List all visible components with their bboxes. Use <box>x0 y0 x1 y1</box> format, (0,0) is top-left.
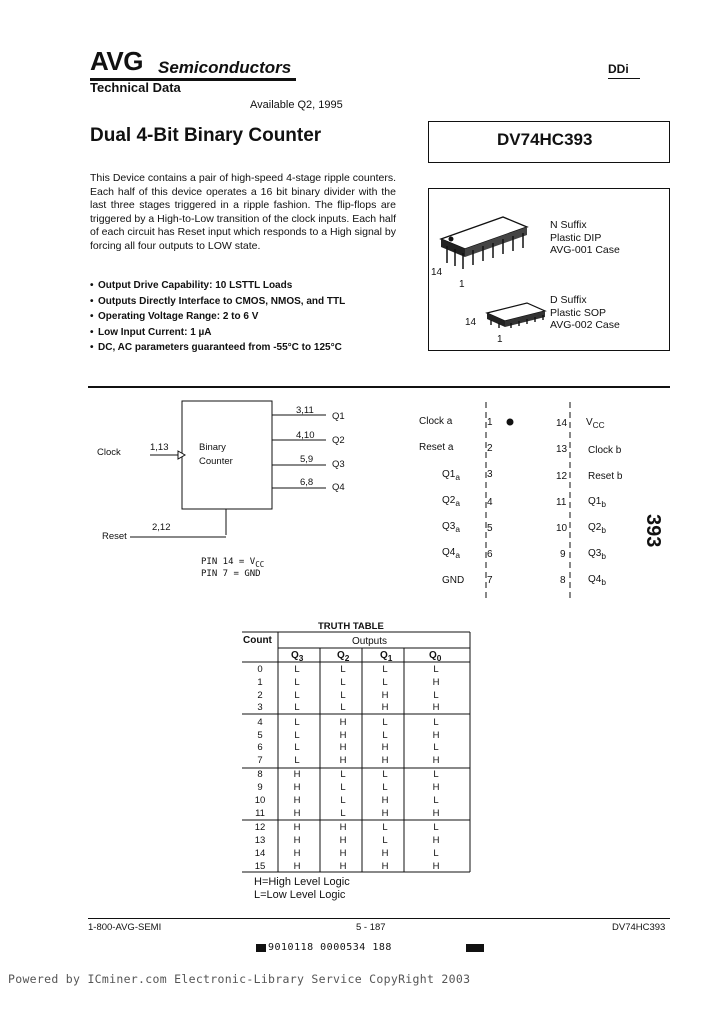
section-divider <box>88 386 670 388</box>
count-cell: 15 <box>254 860 266 872</box>
truth-table-cell: H <box>381 847 389 859</box>
clock-pins: 1,13 <box>150 442 169 453</box>
package-box <box>428 188 670 351</box>
truth-table-cell: L <box>433 847 439 859</box>
truth-table-cell: L <box>340 676 346 688</box>
truth-table-cell: L <box>433 664 439 675</box>
count-cell: 2 <box>257 689 263 701</box>
reset-label: Reset <box>102 531 127 542</box>
truth-table-cell: H <box>432 755 440 767</box>
feature-item: • Operating Voltage Range: 2 to 6 V <box>90 309 345 325</box>
truth-table-cell: L <box>433 822 439 834</box>
truth-table-cell: L <box>382 729 388 741</box>
pin-num-2: 2 <box>487 443 493 454</box>
truth-table-cell: L <box>382 769 388 781</box>
pin-num-12: 12 <box>556 471 568 482</box>
truth-table-cell: H <box>339 742 347 754</box>
dip-pin-1: 1 <box>459 279 465 290</box>
feature-item: • Output Drive Capability: 10 LSTTL Loads <box>90 278 345 294</box>
truth-table-cell: H <box>339 729 347 741</box>
description: This Device contains a pair of high-speed 4-stage ripple counters. Each half of this device operates a 16 bit binary divider with the last three stages triggered in a ripple fashion. The flip-flops are triggered by a High-to-Low transition of the clock inputs. Each half of each circuit has Reset input which responds to a High signal by forcing all four outputs to LOW state. <box>90 172 396 252</box>
truth-table-cell: H <box>432 807 440 819</box>
truth-table-cell: H <box>293 834 301 846</box>
q4-pins: 6,8 <box>300 477 314 488</box>
truth-table-cell: H <box>339 860 347 872</box>
q3-pins: 5,9 <box>300 454 314 465</box>
truth-table-cell: H <box>293 822 301 834</box>
truth-table-cell: L <box>294 664 300 675</box>
truth-table-cell: H <box>339 822 347 834</box>
count-cell: 10 <box>254 795 266 806</box>
counter-block-label-2: Counter <box>199 456 233 467</box>
truth-table-cell: L <box>340 769 346 781</box>
truth-table-cell: H <box>381 807 389 819</box>
truth-table-cell: H <box>381 689 389 701</box>
doc-type: Technical Data <box>90 80 181 95</box>
barcode-mark-right <box>466 944 484 952</box>
q1-pins: 3,11 <box>296 405 314 416</box>
count-cell: 11 <box>255 807 265 819</box>
dip-package-icon <box>437 203 537 283</box>
pin-num-8: 8 <box>560 575 566 586</box>
count-cell: 12 <box>254 822 266 834</box>
col-q1-header: $Q_1$ <box>380 650 393 663</box>
truth-table-cell: H <box>381 795 389 806</box>
col-q3-header: $Q_3$ <box>291 650 304 663</box>
pin-label-9: $Q3_b$ <box>588 548 606 561</box>
feature-item: • Low Input Current: 1 µA <box>90 325 345 341</box>
pin-label-14: $V_{CC}$ <box>586 417 605 430</box>
footer-part: DV74HC393 <box>612 922 666 933</box>
truth-table-cell: H <box>293 847 301 859</box>
truth-table-cell: H <box>432 834 440 846</box>
watermark: Powered by ICminer.com Electronic-Library Service CopyRight 2003 <box>8 972 471 986</box>
pin-note-gnd: PIN 7 = GND <box>201 569 261 579</box>
count-cell: 1 <box>257 676 263 688</box>
pin-num-5: 5 <box>487 523 493 534</box>
truth-table-cell: L <box>433 742 439 754</box>
truth-table-cell: L <box>382 676 388 688</box>
sop-package-icon <box>483 301 553 333</box>
truth-table-cell: L <box>294 716 300 728</box>
truth-table-cell: L <box>382 716 388 728</box>
outputs-header: Outputs <box>352 636 388 647</box>
truth-table-cell: H <box>293 795 301 806</box>
pin-label-13: Clock b <box>588 445 622 456</box>
pin-num-9: 9 <box>560 549 566 560</box>
truth-table-cell: L <box>294 689 300 701</box>
part-number: DV74HC393 <box>497 130 593 149</box>
part-number-box <box>428 121 670 163</box>
brand-name: Semiconductors <box>158 58 292 77</box>
truth-table-cell: H <box>339 716 347 728</box>
col-q0-header: $Q_0$ <box>429 650 442 663</box>
truth-table-cell: L <box>433 689 439 701</box>
pin-num-1: 1 <box>487 417 493 428</box>
count-header: Count <box>243 635 272 646</box>
truth-table-cell: H <box>432 782 440 794</box>
truth-table-cell: H <box>293 769 301 781</box>
pin-num-11: 11 <box>556 497 567 508</box>
reset-pins: 2,12 <box>152 522 171 533</box>
truth-table-cell: L <box>294 676 300 688</box>
pin-label-7: GND <box>442 575 465 586</box>
truth-table-cell: H <box>432 729 440 741</box>
pin-label-8: $Q4_b$ <box>588 574 606 587</box>
truth-table-cell: L <box>294 755 300 767</box>
pin-label-2: Reset a <box>419 442 454 453</box>
truth-table-cell: H <box>432 676 440 688</box>
legend-low: L=Low Level Logic <box>254 889 346 901</box>
ddi-logo: DDi <box>608 62 629 76</box>
truth-table-cell: H <box>381 742 389 754</box>
q2-label: Q2 <box>332 435 345 446</box>
sop-pin-14: 14 <box>465 317 477 328</box>
counter-block-label-1: Binary <box>199 442 226 453</box>
pin-num-6: 6 <box>487 549 493 560</box>
truth-table-cell: L <box>294 702 300 714</box>
count-cell: 8 <box>257 769 263 781</box>
count-cell: 9 <box>257 782 263 794</box>
truth-table-cell: L <box>294 729 300 741</box>
truth-table-cell: H <box>381 702 389 714</box>
page-tab: 393 <box>642 514 664 548</box>
truth-table-cell: H <box>293 782 301 794</box>
pin-label-12: Reset b <box>588 471 623 482</box>
truth-table-cell: L <box>382 782 388 794</box>
q2-pins: 4,10 <box>296 430 315 441</box>
count-cell: 14 <box>254 847 266 859</box>
logic-diagram <box>90 395 360 555</box>
dip-pin-14: 14 <box>431 267 443 278</box>
sop-pin-1: 1 <box>497 334 503 345</box>
feature-list <box>90 278 345 356</box>
truth-table-cell: H <box>432 702 440 714</box>
truth-table-cell: L <box>433 795 439 806</box>
feature-item: • DC, AC parameters guaranteed from -55°C to 125°C <box>90 340 345 356</box>
pin-label-6: $Q4_a$ <box>442 547 460 560</box>
footer-rule <box>88 918 670 919</box>
pin-label-11: $Q1_b$ <box>588 496 606 509</box>
ddi-underline <box>608 78 640 79</box>
pin-label-1: Clock a <box>419 416 453 427</box>
pin-num-4: 4 <box>487 497 493 508</box>
pin-num-10: 10 <box>556 523 568 534</box>
clock-label: Clock <box>97 447 121 458</box>
q1-label: Q1 <box>332 411 345 422</box>
barcode-mark-left <box>256 944 266 952</box>
truth-table-cell: L <box>294 742 300 754</box>
truth-table-cell: H <box>381 860 389 872</box>
brand-logo: AVG <box>90 46 143 76</box>
truth-table-cell: L <box>340 689 346 701</box>
truth-table-cell: L <box>340 782 346 794</box>
truth-table-cell: L <box>340 702 346 714</box>
pin-num-14: 14 <box>556 418 568 429</box>
truth-table-cell: H <box>339 834 347 846</box>
count-cell: 7 <box>257 755 263 767</box>
truth-table-cell: H <box>293 807 301 819</box>
truth-table-cell: H <box>339 755 347 767</box>
pin-label-3: $Q1_a$ <box>442 469 460 482</box>
pin-label-5: $Q3_a$ <box>442 521 460 534</box>
truth-table-cell: H <box>381 755 389 767</box>
feature-item: • Outputs Directly Interface to CMOS, NMOS, and TTL <box>90 294 345 310</box>
count-cell: 0 <box>257 664 263 675</box>
truth-table-cell: L <box>433 769 439 781</box>
truth-table-cell: H <box>339 847 347 859</box>
pin-note-vcc: PIN $14 = V_{CC}$ <box>201 557 265 569</box>
footer-phone: 1-800-AVG-SEMI <box>88 922 162 933</box>
count-cell: 13 <box>254 834 266 846</box>
dip-package-info: N Suffix Plastic DIP AVG-001 Case <box>550 219 620 256</box>
truth-table-cell: L <box>340 795 346 806</box>
pin-label-4: $Q2_a$ <box>442 495 460 508</box>
truth-table-cell: L <box>382 822 388 834</box>
pin-num-7: 7 <box>487 575 493 586</box>
count-cell: 6 <box>257 742 263 754</box>
truth-table-cell: H <box>293 860 301 872</box>
q3-label: Q3 <box>332 459 345 470</box>
footer-page: 5 - 187 <box>356 922 386 933</box>
barcode-text: 9010118 0000534 188 <box>268 942 392 953</box>
truth-table-cell: L <box>433 716 439 728</box>
truth-table-cell: L <box>382 834 388 846</box>
availability-note: Available Q2, 1995 <box>250 99 343 111</box>
truth-table-cell: L <box>340 664 346 675</box>
pin-num-13: 13 <box>556 444 568 455</box>
truth-table-cell: L <box>340 807 346 819</box>
truth-table-title: TRUTH TABLE <box>318 621 384 632</box>
legend-high: H=High Level Logic <box>254 876 350 888</box>
col-q2-header: $Q_2$ <box>337 650 350 663</box>
q4-label: Q4 <box>332 482 345 493</box>
pin-num-3: 3 <box>487 469 493 480</box>
sop-package-info: D Suffix Plastic SOP AVG-002 Case <box>550 294 620 331</box>
count-cell: 4 <box>257 716 263 728</box>
truth-table-cell: H <box>432 860 440 872</box>
count-cell: 5 <box>257 729 263 741</box>
count-cell: 3 <box>257 702 263 714</box>
truth-table-cell: L <box>382 664 388 675</box>
page-title: Dual 4-Bit Binary Counter <box>90 125 322 146</box>
pin-label-10: $Q2_b$ <box>588 522 606 535</box>
